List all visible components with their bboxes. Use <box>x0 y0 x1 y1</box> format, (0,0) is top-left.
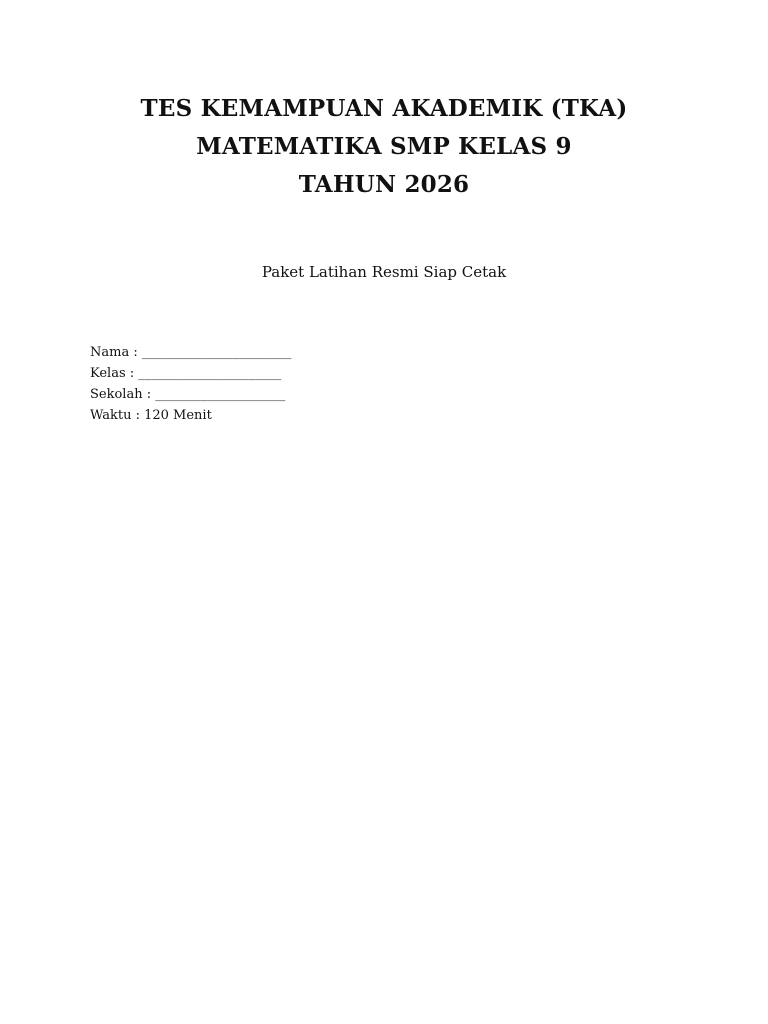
field-kelas: Kelas : ______________________ <box>90 366 282 381</box>
document-title <box>0 90 768 204</box>
title-line-subject: MATEMATIKA SMP KELAS 9 <box>196 133 572 160</box>
student-info-block <box>90 342 490 426</box>
document-subtitle: Paket Latihan Resmi Siap Cetak <box>261 263 507 281</box>
field-nama: Nama : _______________________ <box>90 345 292 360</box>
field-waktu: Waktu : 120 Menit <box>90 408 212 423</box>
title-line-year: TAHUN 2026 <box>298 171 470 198</box>
title-line-exam-name: TES KEMAMPUAN AKADEMIK (TKA) <box>140 95 628 122</box>
field-sekolah: Sekolah : ____________________ <box>90 387 286 402</box>
